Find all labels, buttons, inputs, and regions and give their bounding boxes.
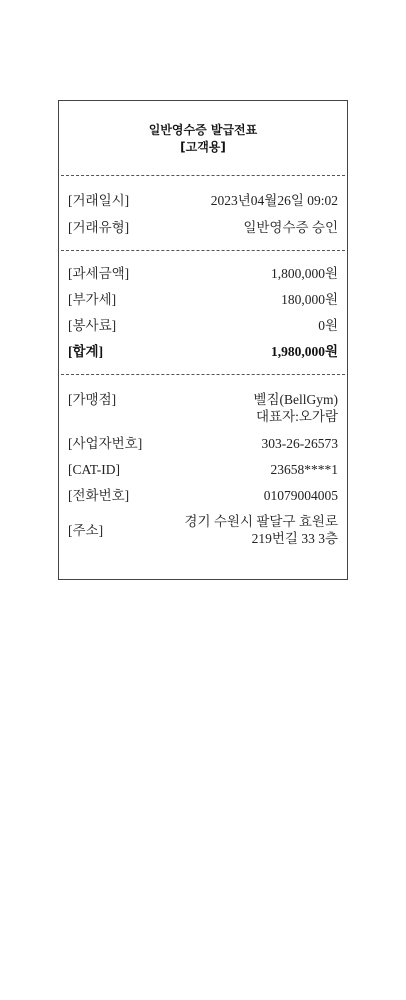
service-charge-row	[68, 317, 338, 334]
receipt-card	[58, 100, 348, 580]
phone-label: [전화번호]	[68, 488, 130, 503]
cat-id-row	[68, 461, 338, 478]
cat-id-label: [CAT-ID]	[68, 462, 120, 477]
cat-id-value: 23658****1	[270, 462, 338, 477]
transaction-type-label: [거래유형]	[68, 220, 130, 235]
address-line-2: 219번길 33 3층	[251, 531, 338, 546]
taxable-amount-value: 1,800,000원	[270, 266, 338, 281]
business-number-row	[68, 435, 338, 452]
transaction-date-label: [거래일시]	[68, 193, 130, 208]
service-charge-label: [봉사료]	[68, 318, 117, 333]
vat-label: [부가세]	[68, 292, 117, 307]
merchant-section	[59, 375, 347, 547]
taxable-amount-label: [과세금액]	[68, 266, 130, 281]
vat-value: 180,000원	[281, 292, 338, 307]
amounts-section	[59, 251, 347, 374]
merchant-name-value	[253, 391, 338, 425]
business-number-value: 303-26-26573	[261, 436, 338, 451]
transaction-type-row	[68, 219, 338, 236]
merchant-representative: 대표자:오가람	[256, 409, 338, 424]
phone-row	[68, 487, 338, 504]
transaction-date-row	[68, 192, 338, 209]
address-label: [주소]	[68, 522, 104, 538]
receipt-subtitle: [고객용]	[180, 140, 226, 154]
receipt-header	[59, 101, 347, 153]
receipt-title: 일반영수증 발급전표	[148, 123, 258, 137]
total-value: 1,980,000원	[270, 344, 338, 359]
merchant-name-label: [가맹점]	[68, 392, 117, 407]
business-number-label: [사업자번호]	[68, 436, 143, 451]
total-row	[68, 343, 338, 360]
address-row	[68, 513, 338, 547]
service-charge-value: 0원	[318, 318, 338, 333]
taxable-amount-row	[68, 265, 338, 282]
total-label: [합계]	[68, 344, 104, 359]
merchant-name-row	[68, 391, 338, 425]
address-line-1: 경기 수원시 팔달구 효원로	[184, 514, 338, 529]
transaction-section	[59, 176, 347, 250]
merchant-name: 벨짐(BellGym)	[253, 392, 338, 407]
transaction-date-value: 2023년04월26일 09:02	[210, 193, 338, 208]
vat-row	[68, 291, 338, 308]
phone-value: 01079004005	[263, 488, 338, 503]
address-value	[184, 513, 338, 547]
transaction-type-value: 일반영수증 승인	[243, 220, 338, 235]
